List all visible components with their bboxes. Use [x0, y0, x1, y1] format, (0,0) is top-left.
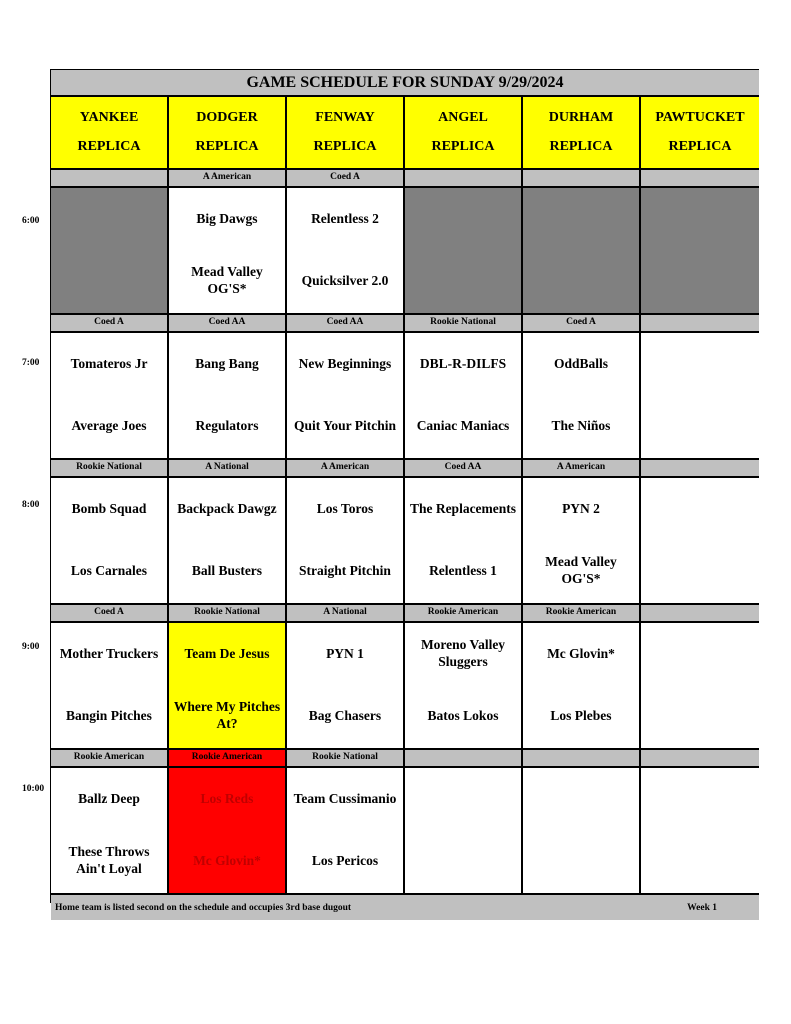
game-cell	[405, 188, 521, 313]
division-label	[51, 170, 167, 186]
away-team: Backpack Dawgz	[177, 500, 277, 516]
home-team: Los Pericos	[311, 852, 379, 868]
away-team: Mother Truckers	[59, 645, 159, 661]
away-team	[107, 188, 111, 250]
schedule-grid	[50, 69, 759, 913]
away-team: Ballz Deep	[78, 790, 140, 806]
field-header	[51, 97, 167, 168]
game-cell	[523, 333, 639, 458]
division-label: Coed A	[287, 170, 403, 186]
home-team: Where My Pitches At?	[173, 699, 281, 731]
division-label: Rookie National	[287, 750, 403, 766]
game-cell	[169, 333, 285, 458]
division-label: Rookie American	[523, 605, 639, 621]
game-cell	[287, 478, 403, 603]
field-header	[523, 97, 639, 168]
home-team	[698, 540, 702, 602]
game-cell	[405, 333, 521, 458]
away-team	[698, 768, 702, 830]
home-team: Mead Valley OG'S*	[545, 554, 617, 586]
away-team	[698, 478, 702, 540]
division-label: Coed AA	[169, 315, 285, 331]
division-label: Rookie American	[169, 750, 285, 766]
home-team: Bangin Pitches	[66, 707, 152, 723]
away-team: DBL-R-DILFS	[419, 355, 507, 371]
home-team	[698, 685, 702, 747]
game-cell	[169, 188, 285, 313]
away-team: Moreno Valley Sluggers	[420, 637, 506, 669]
away-team: Bomb Squad	[71, 500, 147, 516]
away-team: OddBalls	[553, 355, 609, 371]
away-team: New Beginnings	[298, 355, 392, 371]
away-team: Team De Jesus	[184, 645, 270, 661]
home-team: Mead Valley OG'S*	[191, 264, 263, 296]
home-team: Caniac Maniacs	[416, 417, 510, 433]
division-label: Coed AA	[405, 460, 521, 476]
away-team	[698, 333, 702, 395]
schedule-footer	[51, 895, 759, 920]
field-header	[169, 97, 285, 168]
home-team: Bag Chasers	[308, 707, 382, 723]
field-subtitle: REPLICA	[195, 139, 259, 155]
away-team: Relentless 2	[311, 210, 379, 226]
game-cell	[169, 623, 285, 748]
game-cell	[641, 623, 759, 748]
game-cell	[405, 768, 521, 893]
division-label: Rookie National	[405, 315, 521, 331]
away-team	[698, 623, 702, 685]
division-label	[641, 460, 759, 476]
game-cell	[641, 478, 759, 603]
away-team: Mc Glovin*	[547, 645, 615, 661]
division-label: Coed A	[51, 605, 167, 621]
home-team: Quit Your Pitchin	[293, 417, 396, 433]
division-label: Coed A	[51, 315, 167, 331]
field-name: DURHAM	[548, 109, 614, 125]
away-team: Tomateros Jr	[70, 355, 148, 371]
division-label	[523, 750, 639, 766]
field-name: YANKEE	[79, 109, 139, 125]
field-name: PAWTUCKET	[655, 109, 745, 125]
game-cell	[51, 768, 167, 893]
field-subtitle: REPLICA	[313, 139, 377, 155]
division-label	[641, 170, 759, 186]
time-label: 9:00	[22, 642, 40, 652]
division-label: A National	[287, 605, 403, 621]
home-team: Quicksilver 2.0	[301, 272, 389, 288]
home-team	[107, 250, 111, 312]
division-label: A National	[169, 460, 285, 476]
game-cell	[287, 623, 403, 748]
home-team: Batos Lokos	[427, 707, 499, 723]
game-cell	[523, 768, 639, 893]
division-label: A American	[523, 460, 639, 476]
home-team	[461, 830, 465, 892]
field-subtitle: REPLICA	[431, 139, 495, 155]
game-cell	[405, 478, 521, 603]
division-label: A American	[169, 170, 285, 186]
away-team: Los Reds	[200, 790, 254, 806]
division-label: Rookie American	[51, 750, 167, 766]
field-header	[641, 97, 759, 168]
week-label: Week 1	[687, 902, 717, 913]
away-team	[579, 188, 583, 250]
home-team	[698, 250, 702, 312]
home-team: The Niños	[551, 417, 611, 433]
division-label	[523, 170, 639, 186]
game-cell	[523, 623, 639, 748]
home-team: Los Plebes	[550, 707, 612, 723]
game-cell	[169, 478, 285, 603]
home-team: Average Joes	[71, 417, 147, 433]
time-label: 7:00	[22, 358, 40, 368]
division-label	[405, 750, 521, 766]
away-team	[698, 188, 702, 250]
home-team: Relentless 1	[429, 562, 497, 578]
field-subtitle: REPLICA	[549, 139, 613, 155]
home-team	[579, 250, 583, 312]
division-label: Rookie American	[405, 605, 521, 621]
game-cell	[287, 768, 403, 893]
game-cell	[641, 188, 759, 313]
away-team: Team Cussimanio	[293, 790, 397, 806]
game-cell	[523, 478, 639, 603]
field-header	[287, 97, 403, 168]
home-team	[698, 830, 702, 892]
away-team	[461, 768, 465, 830]
game-cell	[51, 188, 167, 313]
game-cell	[287, 188, 403, 313]
home-team: These Throws Ain't Loyal	[68, 844, 150, 876]
home-team	[698, 395, 702, 457]
field-name: FENWAY	[315, 109, 375, 125]
division-label	[641, 315, 759, 331]
away-team	[461, 188, 465, 250]
footer-note: Home team is listed second on the schedule and occupies 3rd base dugout	[55, 902, 352, 913]
away-team: The Replacements	[409, 500, 517, 516]
time-label: 10:00	[22, 784, 45, 794]
time-label: 8:00	[22, 500, 40, 510]
away-team: Los Toros	[316, 500, 374, 516]
home-team	[579, 830, 583, 892]
time-label: 6:00	[22, 216, 40, 226]
game-cell	[51, 478, 167, 603]
away-team: Big Dawgs	[196, 210, 258, 226]
game-cell	[641, 333, 759, 458]
home-team	[461, 250, 465, 312]
division-label: Coed A	[523, 315, 639, 331]
division-label	[641, 750, 759, 766]
schedule-title: GAME SCHEDULE FOR SUNDAY 9/29/2024	[51, 70, 759, 95]
away-team: PYN 2	[562, 500, 600, 516]
home-team: Los Carnales	[70, 562, 148, 578]
game-cell	[405, 623, 521, 748]
division-label: Rookie National	[51, 460, 167, 476]
field-name: DODGER	[196, 109, 258, 125]
field-subtitle: REPLICA	[77, 139, 141, 155]
division-label	[405, 170, 521, 186]
division-label: Coed AA	[287, 315, 403, 331]
game-cell	[169, 768, 285, 893]
game-cell	[641, 768, 759, 893]
division-label: A American	[287, 460, 403, 476]
home-team: Ball Busters	[191, 562, 263, 578]
game-cell	[51, 333, 167, 458]
away-team	[579, 768, 583, 830]
game-cell	[51, 623, 167, 748]
game-cell	[287, 333, 403, 458]
away-team: PYN 1	[326, 645, 364, 661]
field-name: ANGEL	[438, 109, 488, 125]
home-team: Straight Pitchin	[299, 562, 391, 578]
game-cell	[523, 188, 639, 313]
home-team: Regulators	[195, 417, 259, 433]
away-team: Bang Bang	[195, 355, 259, 371]
division-label: Rookie National	[169, 605, 285, 621]
field-header	[405, 97, 521, 168]
division-label	[641, 605, 759, 621]
home-team: Mc Glovin*	[193, 852, 261, 868]
field-subtitle: REPLICA	[668, 139, 732, 155]
